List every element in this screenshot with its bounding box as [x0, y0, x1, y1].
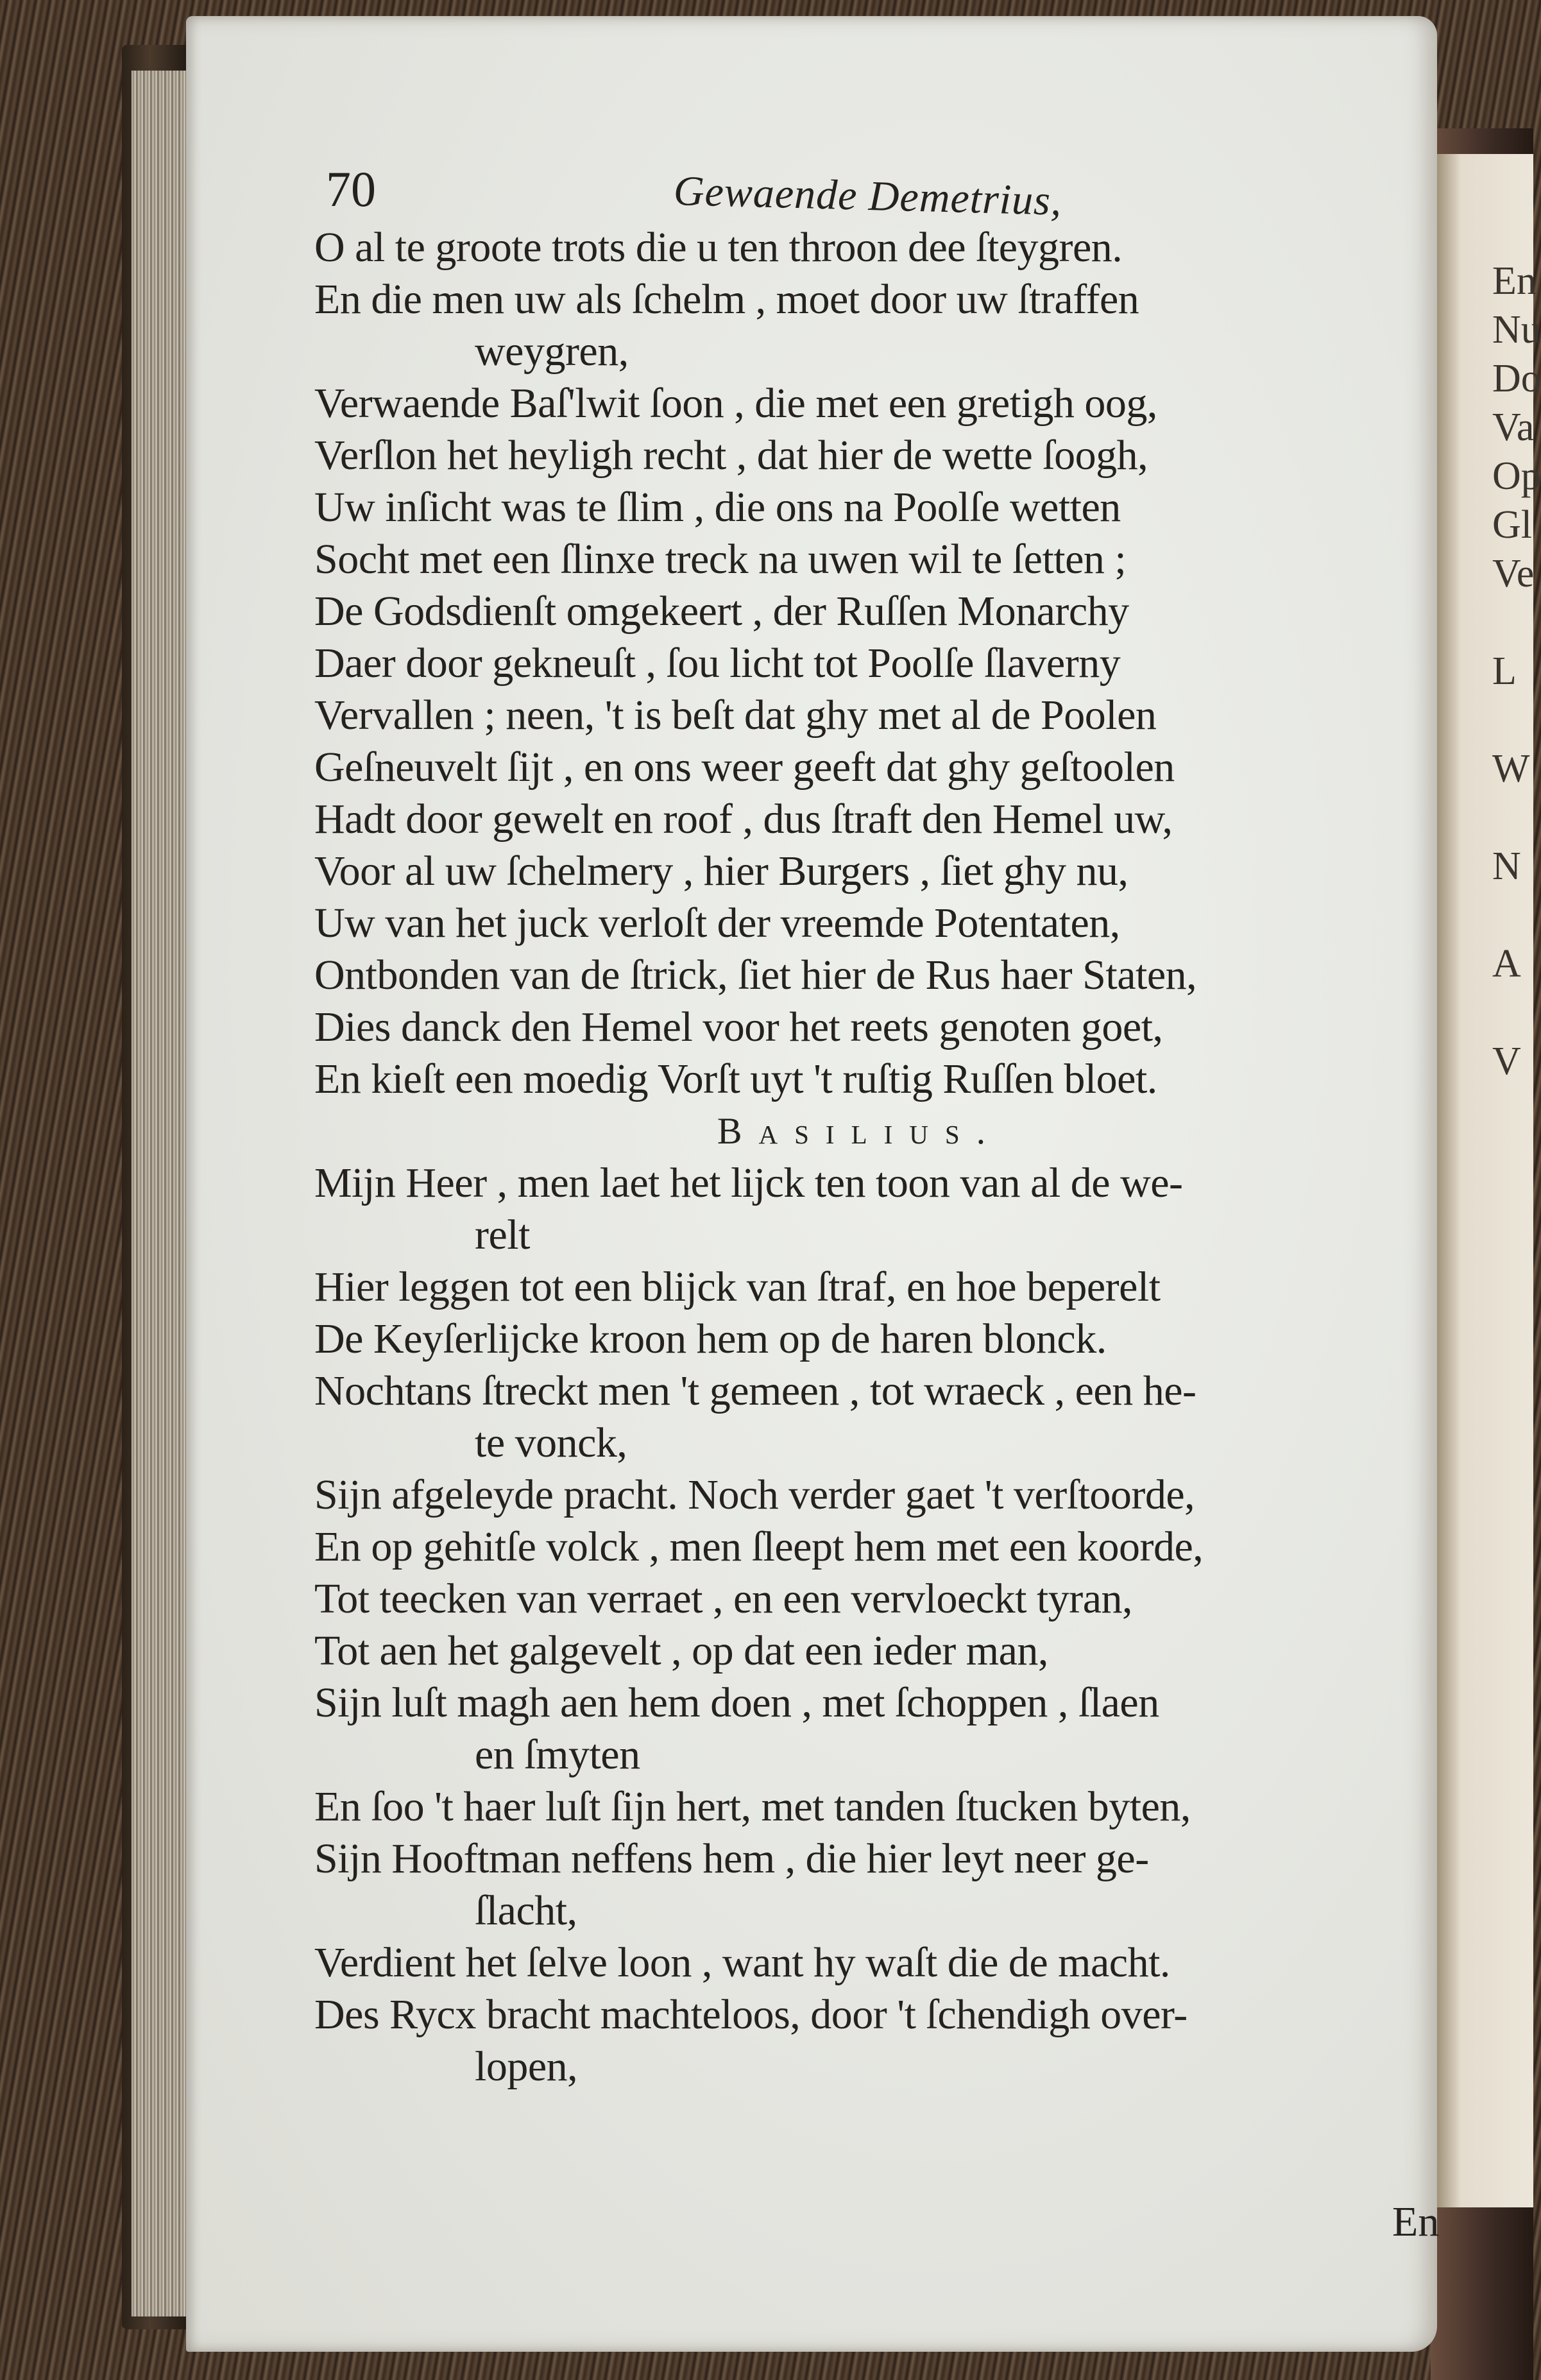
verse-line: Nochtans ſtreckt men 't gemeen , tot wraeck , een he- — [314, 1367, 1196, 1414]
facing-page-fragment: Va — [1492, 406, 1535, 449]
verse-line: Sijn afgeleyde pracht. Noch verder gaet 't verſtoorde, — [314, 1471, 1195, 1518]
speaker-name: Basilius. — [717, 1110, 1003, 1152]
verse-line: De Keyſerlijcke kroon hem op de haren blonck. — [314, 1315, 1107, 1362]
verse-line: ſlacht, — [475, 1887, 577, 1934]
verse-line: Mijn Heer , men laet het lijck ten toon van al de we- — [314, 1160, 1183, 1206]
facing-page-fragment: A — [1492, 942, 1521, 986]
facing-page-fragment — [1492, 793, 1541, 842]
verse-line: Verdient het ſelve loon , want hy waſt die de macht. — [314, 1939, 1170, 1986]
verse-line: Verwaende Baſ'lwit ſoon , die met een gretigh oog, — [314, 380, 1157, 427]
verse-line: Sijn Hooftman neffens hem , die hier leyt neer ge- — [314, 1835, 1149, 1882]
verse-line: Daer door gekneuſt , ſou licht tot Poolſe ſlaverny — [314, 640, 1121, 687]
facing-page-fragment: Nu — [1492, 308, 1541, 352]
page-header — [314, 160, 1437, 225]
verse-line: te vonck, — [475, 1419, 627, 1466]
verse-line: Socht met een ſlinxe treck na uwen wil te ſetten ; — [314, 536, 1127, 583]
verse-line: relt — [475, 1211, 530, 1258]
page-edges — [132, 71, 192, 2316]
verse-line: Uw inſicht was te ſlim , die ons na Poolſe wetten — [314, 484, 1121, 531]
facing-page-fragment — [1492, 696, 1541, 744]
verse-line: En kieſt een moedig Vorſt uyt 't ruſtig Ruſſen bloet. — [314, 1056, 1157, 1102]
verse-line: En die men uw als ſchelm , moet door uw ſtraffen — [314, 276, 1139, 323]
verse-line: Dies danck den Hemel voor het reets genoten goet, — [314, 1004, 1163, 1050]
facing-page-fragment — [1492, 988, 1541, 1037]
facing-page-fragment — [1492, 891, 1541, 939]
verse-line: En op gehitſe volck , men ſleept hem met een koorde, — [314, 1523, 1204, 1570]
facing-page-fragment: Gl — [1492, 503, 1532, 547]
facing-page-fragment — [1492, 598, 1541, 647]
verse-line: O al te groote trots die u ten throon dee ſteygren. — [314, 224, 1123, 271]
verse-line: Uw van het juck verloſt der vreemde Potentaten, — [314, 900, 1120, 946]
catchword: En — [1392, 2198, 1440, 2245]
verse-line: en ſmyten — [475, 1731, 640, 1778]
verse-lines — [314, 221, 1405, 2093]
verse-line: weygren, — [475, 328, 629, 375]
verse-line: Voor al uw ſchelmery , hier Burgers , ſiet ghy nu, — [314, 848, 1128, 895]
verse-line: Geſneuvelt ſijt , en ons weer geeft dat ghy geſtoolen — [314, 744, 1175, 791]
facing-page-fragment: Do — [1492, 357, 1541, 400]
verse-line: Tot aen het galgevelt , op dat een ieder man, — [314, 1627, 1048, 1674]
facing-page-fragment: Op — [1492, 454, 1541, 498]
verse-line: De Godsdienſt omgekeert , der Ruſſen Monarchy — [314, 588, 1129, 635]
verse-line: Sijn luſt magh aen hem doen , met ſchoppen , ſlaen — [314, 1679, 1159, 1726]
verse-line: Hadt door gewelt en roof , dus ſtraft den Hemel uw, — [314, 796, 1173, 843]
facing-page-fragment: L — [1492, 649, 1517, 693]
facing-page-fragment: V — [1492, 1040, 1521, 1083]
facing-page-text — [1492, 257, 1541, 1086]
verse-line: Tot teecken van verraet , en een vervloeckt tyran, — [314, 1575, 1133, 1622]
verse-line: Verſlon het heyligh recht , dat hier de wette ſoogh, — [314, 432, 1148, 479]
verse-line: Ontbonden van de ſtrick, ſiet hier de Rus haer Staten, — [314, 952, 1197, 998]
facing-page-fragment: Ve — [1492, 552, 1535, 595]
running-head: Gewaende Demetrius, — [673, 167, 1063, 225]
verse-line: Vervallen ; neen, 't is beſt dat ghy met al de Poolen — [314, 692, 1157, 739]
verse-line: Des Rycx bracht machteloos, door 't ſchendigh over- — [314, 1991, 1188, 2038]
facing-page-fragment: W — [1492, 747, 1530, 791]
verse-line: Hier leggen tot een blijck van ſtraf, en hoe beperelt — [314, 1263, 1161, 1310]
facing-page-fragment: N — [1492, 844, 1521, 888]
facing-page — [1437, 154, 1541, 2207]
verse-line: En ſoo 't haer luſt ſijn hert, met tanden ſtucken byten, — [314, 1783, 1191, 1830]
facing-page-fragment: En — [1492, 259, 1537, 303]
verse-line: lopen, — [475, 2043, 578, 2090]
page-number: 70 — [326, 161, 376, 217]
